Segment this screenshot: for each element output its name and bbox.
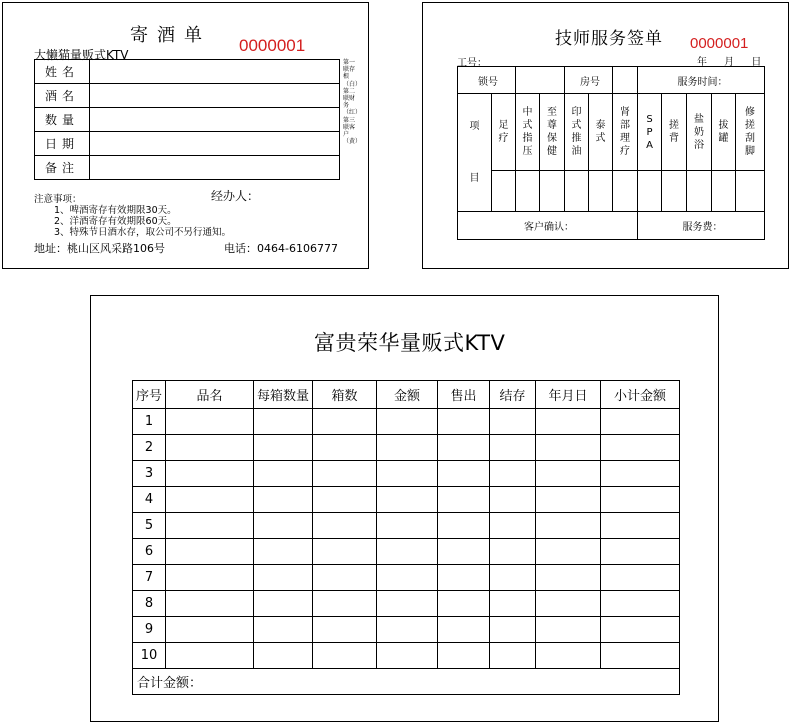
sales-cell[interactable] [377, 487, 438, 513]
row-number: 9 [133, 617, 166, 643]
sales-cell[interactable] [313, 435, 377, 461]
sales-cell[interactable] [490, 435, 536, 461]
service-name: 中 式 指 压 [516, 94, 540, 171]
wine-slip-notes-title: 注意事项： [34, 194, 82, 205]
service-name: 拔 罐 [712, 94, 736, 171]
sales-cell[interactable] [377, 461, 438, 487]
sales-cell[interactable] [601, 539, 680, 565]
wine-slip-carbon-note: 第一联存根（白）第二联财务（红）第三联客户（黄） [343, 59, 362, 146]
sales-cell[interactable] [166, 461, 254, 487]
sales-cell[interactable] [254, 643, 313, 669]
wine-slip-title: 寄酒单 [130, 25, 211, 46]
sales-column-header: 小计金额 [601, 381, 680, 409]
wine-field-label: 日期 [35, 132, 90, 156]
wine-field-row [35, 132, 340, 156]
row-number: 8 [133, 591, 166, 617]
sales-cell[interactable] [377, 617, 438, 643]
sales-column-header: 箱数 [313, 381, 377, 409]
sales-cell[interactable] [254, 409, 313, 435]
sales-cell[interactable] [377, 565, 438, 591]
sales-cell[interactable] [438, 435, 490, 461]
sales-cell[interactable] [601, 617, 680, 643]
sales-column-header: 每箱数量 [254, 381, 313, 409]
sales-cell[interactable] [166, 435, 254, 461]
sales-cell[interactable] [438, 539, 490, 565]
wine-slip-serial: 0000001 [239, 36, 306, 55]
service-check-cell[interactable] [516, 171, 540, 212]
table-row [133, 539, 680, 565]
sales-cell[interactable] [254, 565, 313, 591]
sales-column-header: 年月日 [536, 381, 601, 409]
sales-cell[interactable] [313, 461, 377, 487]
tech-slip-worker-label: 工号： [457, 58, 487, 69]
wine-slip-fields-table [34, 59, 340, 180]
service-check-cell[interactable] [662, 171, 687, 212]
sales-cell[interactable] [601, 513, 680, 539]
sales-cell[interactable] [536, 461, 601, 487]
service-check-cell[interactable] [589, 171, 613, 212]
room-number-cell[interactable] [613, 67, 638, 94]
lock-number-cell[interactable] [516, 67, 565, 94]
sales-table [132, 380, 680, 695]
sales-cell[interactable] [536, 487, 601, 513]
wine-slip-notes [34, 194, 231, 238]
tech-slip-date-header: 年 月 日 [697, 57, 762, 68]
wine-field-row [35, 108, 340, 132]
service-check-cell[interactable] [638, 171, 662, 212]
sales-cell[interactable] [490, 617, 536, 643]
sales-cell[interactable] [313, 409, 377, 435]
sales-cell[interactable] [254, 461, 313, 487]
wine-field-value[interactable] [90, 60, 340, 84]
sales-cell[interactable] [536, 513, 601, 539]
service-name: 足 疗 [492, 94, 516, 171]
sales-cell[interactable] [377, 409, 438, 435]
wine-slip-company: 大懒猫量贩式KTV [34, 48, 129, 62]
wine-field-value[interactable] [90, 156, 340, 180]
sales-cell[interactable] [166, 409, 254, 435]
sales-cell[interactable] [490, 409, 536, 435]
service-name: 肾 部 理 疗 [613, 94, 638, 171]
tech-slip-serial: 0000001 [690, 35, 749, 52]
table-row [133, 643, 680, 669]
service-check-cell[interactable] [736, 171, 765, 212]
service-check-cell[interactable] [565, 171, 589, 212]
sales-cell[interactable] [536, 539, 601, 565]
service-time-label: 服务时间： [638, 67, 765, 94]
sales-cell[interactable] [166, 539, 254, 565]
service-name: 修 搓 刮 脚 [736, 94, 765, 171]
sales-record-sheet [90, 295, 719, 722]
sales-cell[interactable] [438, 617, 490, 643]
wine-slip-phone: 电话：0464-6106777 [224, 242, 338, 255]
sales-cell[interactable] [166, 487, 254, 513]
table-row [133, 461, 680, 487]
table-row [133, 591, 680, 617]
table-row [133, 409, 680, 435]
sales-cell[interactable] [601, 409, 680, 435]
sales-cell[interactable] [377, 513, 438, 539]
table-row [133, 513, 680, 539]
sales-cell[interactable] [536, 617, 601, 643]
sales-cell[interactable] [536, 409, 601, 435]
sales-cell[interactable] [536, 591, 601, 617]
room-number-label: 房号 [565, 67, 613, 94]
sales-cell[interactable] [166, 565, 254, 591]
sales-cell[interactable] [601, 487, 680, 513]
tech-slip-title: 技师服务签单 [555, 29, 663, 49]
sales-cell[interactable] [254, 435, 313, 461]
service-fee-cell[interactable]: 服务费： [638, 212, 765, 240]
wine-field-row [35, 156, 340, 180]
row-number: 1 [133, 409, 166, 435]
sales-cell[interactable] [438, 513, 490, 539]
sales-cell[interactable] [313, 643, 377, 669]
wine-field-value[interactable] [90, 84, 340, 108]
sales-cell[interactable] [438, 643, 490, 669]
sales-cell[interactable] [313, 487, 377, 513]
sales-cell[interactable] [601, 565, 680, 591]
sales-cell[interactable] [313, 591, 377, 617]
sales-cell[interactable] [166, 591, 254, 617]
sales-cell[interactable] [377, 539, 438, 565]
sales-cell[interactable] [377, 643, 438, 669]
row-number: 4 [133, 487, 166, 513]
item-label-cell [458, 94, 492, 212]
total-row [133, 669, 680, 695]
service-check-cell[interactable] [613, 171, 638, 212]
sales-column-header: 结存 [490, 381, 536, 409]
wine-deposit-slip [2, 2, 369, 269]
wine-slip-note: 3、特殊节日酒水存，取公司不另行通知。 [54, 227, 232, 238]
total-amount-label[interactable]: 合计金额： [133, 669, 680, 695]
table-row [133, 435, 680, 461]
item-label-top: 项 [469, 121, 480, 132]
row-number: 5 [133, 513, 166, 539]
sales-cell[interactable] [254, 539, 313, 565]
table-row [133, 565, 680, 591]
wine-field-label: 数量 [35, 108, 90, 132]
service-name: S P A [638, 94, 662, 171]
sales-cell[interactable] [490, 643, 536, 669]
sales-cell[interactable] [490, 565, 536, 591]
row-number: 6 [133, 539, 166, 565]
row-number: 10 [133, 643, 166, 669]
wine-field-row [35, 60, 340, 84]
service-check-cell[interactable] [492, 171, 516, 212]
wine-slip-handler-label: 经办人： [211, 189, 260, 203]
sales-cell[interactable] [254, 617, 313, 643]
wine-field-value[interactable] [90, 108, 340, 132]
sales-cell[interactable] [601, 591, 680, 617]
wine-field-label: 酒名 [35, 84, 90, 108]
sales-cell[interactable] [438, 487, 490, 513]
service-check-cell[interactable] [540, 171, 565, 212]
wine-field-label: 姓名 [35, 60, 90, 84]
service-check-cell[interactable] [712, 171, 736, 212]
sales-cell[interactable] [254, 591, 313, 617]
sales-cell[interactable] [254, 513, 313, 539]
wine-slip-note: 1、啤酒寄存有效期限30天。 [54, 205, 177, 216]
customer-confirm-cell[interactable]: 客户确认： [458, 212, 638, 240]
row-number: 2 [133, 435, 166, 461]
sales-cell[interactable] [313, 617, 377, 643]
sales-cell[interactable] [490, 461, 536, 487]
sales-cell[interactable] [438, 461, 490, 487]
sales-cell[interactable] [313, 513, 377, 539]
service-name: 至 尊 保 健 [540, 94, 565, 171]
tech-slip-table [457, 66, 765, 240]
sales-column-header: 售出 [438, 381, 490, 409]
sales-cell[interactable] [536, 643, 601, 669]
wine-field-value[interactable] [90, 132, 340, 156]
sales-cell[interactable] [490, 539, 536, 565]
sales-cell[interactable] [438, 409, 490, 435]
sales-cell[interactable] [438, 591, 490, 617]
wine-slip-note: 2、洋酒寄存有效期限60天。 [54, 216, 177, 227]
sales-column-header: 序号 [133, 381, 166, 409]
sales-cell[interactable] [490, 513, 536, 539]
service-name: 印 式 推 油 [565, 94, 589, 171]
wine-field-label: 备注 [35, 156, 90, 180]
sales-column-header: 品名 [166, 381, 254, 409]
sales-cell[interactable] [254, 487, 313, 513]
technician-service-slip [422, 2, 789, 269]
sales-cell[interactable] [601, 643, 680, 669]
sales-cell[interactable] [601, 461, 680, 487]
service-name: 泰 式 [589, 94, 613, 171]
service-check-cell[interactable] [687, 171, 712, 212]
table-row [133, 617, 680, 643]
row-number: 3 [133, 461, 166, 487]
sales-cell[interactable] [536, 565, 601, 591]
wine-field-row [35, 84, 340, 108]
table-row [133, 487, 680, 513]
wine-slip-address: 地址：桃山区风采路106号 [34, 242, 165, 255]
sales-cell[interactable] [166, 643, 254, 669]
sales-cell[interactable] [166, 513, 254, 539]
sales-cell[interactable] [438, 565, 490, 591]
sales-sheet-title: 富贵荣华量贩式KTV [314, 331, 506, 355]
sales-cell[interactable] [490, 487, 536, 513]
lock-number-label: 锁号 [458, 67, 516, 94]
sales-cell[interactable] [377, 435, 438, 461]
sales-cell[interactable] [313, 565, 377, 591]
row-number: 7 [133, 565, 166, 591]
sales-cell[interactable] [377, 591, 438, 617]
item-label-bottom: 目 [469, 173, 480, 184]
sales-cell[interactable] [490, 591, 536, 617]
sales-cell[interactable] [601, 435, 680, 461]
sales-cell[interactable] [166, 617, 254, 643]
sales-cell[interactable] [313, 539, 377, 565]
sales-cell[interactable] [536, 435, 601, 461]
service-name: 盐 奶 浴 [687, 94, 712, 171]
service-name: 搓 背 [662, 94, 687, 171]
sales-column-header: 金额 [377, 381, 438, 409]
